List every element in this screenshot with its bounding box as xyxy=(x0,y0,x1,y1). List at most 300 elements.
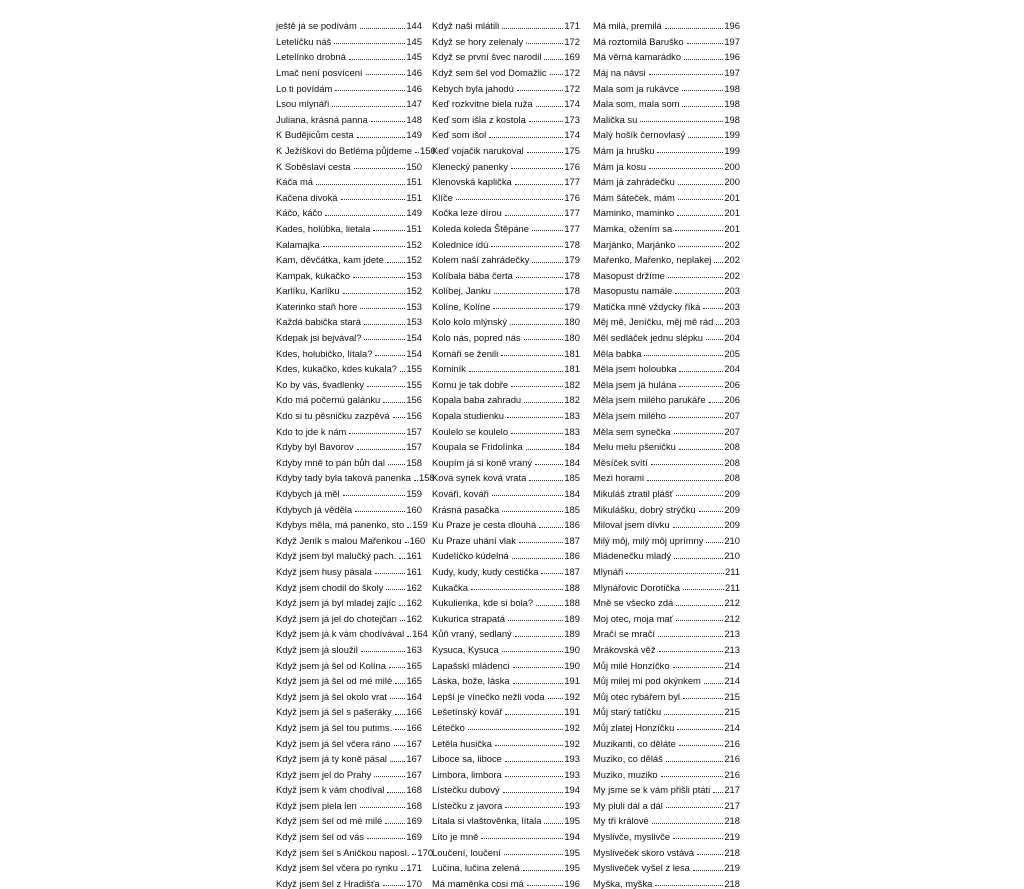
index-entry xyxy=(432,498,580,514)
dot-leader xyxy=(544,822,563,824)
song-title: Kukulienka, kde si bola? xyxy=(432,597,534,609)
page-number: 211 xyxy=(725,565,740,577)
song-title: K Budějicům cesta xyxy=(276,129,354,141)
page-number: 214 xyxy=(724,659,740,671)
index-entry xyxy=(593,732,740,748)
song-title: Když jsem já šel tou putims. xyxy=(276,721,393,733)
song-title: Mlynářovic Dorotička xyxy=(593,581,681,593)
index-entry xyxy=(432,717,580,733)
page-number: 150 xyxy=(406,160,422,172)
song-title: Když Jeník s malou Mařenkou xyxy=(276,534,402,546)
dot-leader xyxy=(644,354,723,356)
index-entry xyxy=(276,436,422,452)
page-number: 162 xyxy=(406,612,422,624)
index-entry xyxy=(276,841,434,858)
index-entry xyxy=(276,857,422,873)
song-title: My tři králové xyxy=(593,815,649,827)
index-entry xyxy=(432,530,580,546)
song-title: Klenovská kaplička xyxy=(432,176,512,188)
dot-leader xyxy=(383,884,406,886)
song-title: Kominík xyxy=(432,363,466,375)
page-number: 177 xyxy=(564,176,580,188)
song-title: Mlynáři xyxy=(593,565,624,577)
song-title: Melu melu pšeničku xyxy=(593,441,676,453)
index-entry xyxy=(276,62,422,78)
song-title: Lepší je vínečko nežli voda xyxy=(432,690,545,702)
page-number: 190 xyxy=(564,659,580,671)
index-entry xyxy=(276,530,426,546)
song-title: Mala som, mala som xyxy=(593,98,680,110)
song-title: Mezi horami xyxy=(593,472,645,484)
song-title: Kolo kolo mlýnský xyxy=(432,316,508,328)
page-number: 151 xyxy=(406,222,422,234)
index-entry xyxy=(276,608,422,624)
page-number: 192 xyxy=(564,737,580,749)
song-title: Kdes, holubičko, lítala? xyxy=(276,347,373,359)
page-number: 148 xyxy=(406,113,422,125)
index-entry xyxy=(276,31,422,47)
page-number: 203 xyxy=(724,285,740,297)
index-entry xyxy=(593,623,740,639)
dot-leader xyxy=(360,307,405,309)
page-number: 189 xyxy=(564,628,580,640)
index-entry xyxy=(593,342,740,358)
song-title: Měla jsem milého parukáře xyxy=(593,394,706,406)
index-entry xyxy=(593,857,740,873)
dot-leader xyxy=(713,791,723,793)
index-entry xyxy=(276,654,422,670)
index-entry xyxy=(432,545,580,561)
song-title: Komáři se ženili xyxy=(432,347,499,359)
song-title: Když jsem já jel do chotejčan xyxy=(276,612,397,624)
index-entry xyxy=(276,405,422,421)
song-title: Muziko, co děláš xyxy=(593,753,663,765)
index-entry xyxy=(593,280,740,296)
song-title: Ku Praze je cesta dlouhá xyxy=(432,519,537,531)
index-column-2 xyxy=(432,15,580,888)
index-entry xyxy=(593,218,740,234)
index-entry xyxy=(276,748,422,764)
index-column-1 xyxy=(276,15,436,889)
index-entry xyxy=(593,779,740,795)
song-title: Má roztomilá Baruško xyxy=(593,35,684,47)
index-entry xyxy=(593,670,740,686)
page-number: 218 xyxy=(724,846,740,858)
page-number: 164 xyxy=(412,628,428,640)
dot-leader xyxy=(385,822,405,824)
index-entry xyxy=(593,810,740,826)
song-title: Koulelo se koulelo xyxy=(432,425,509,437)
page-number: 174 xyxy=(564,129,580,141)
index-entry xyxy=(276,342,422,358)
index-entry xyxy=(593,109,740,125)
page-number: 196 xyxy=(564,877,580,889)
song-title: Kades, holúbka, lietala xyxy=(276,222,371,234)
page-number: 172 xyxy=(564,82,580,94)
index-entry xyxy=(432,452,580,468)
index-entry xyxy=(593,795,740,811)
page-number: 170 xyxy=(417,846,434,858)
dot-leader xyxy=(471,588,563,590)
dot-leader xyxy=(481,837,563,839)
dot-leader xyxy=(389,666,405,668)
page-number: 207 xyxy=(724,410,740,422)
index-entry xyxy=(432,93,580,109)
song-title: Když jsem šel z Hradišťa xyxy=(276,877,380,889)
dot-leader xyxy=(492,494,564,496)
song-title: Mikuláš ztratil plášť xyxy=(593,488,674,499)
page-number: 179 xyxy=(564,300,580,312)
dot-leader xyxy=(502,650,564,652)
index-entry xyxy=(432,171,580,187)
dot-leader xyxy=(687,42,724,44)
page-number: 152 xyxy=(406,254,422,266)
index-entry xyxy=(276,795,422,811)
dot-leader xyxy=(390,697,405,699)
index-entry xyxy=(276,93,422,109)
page-number: 162 xyxy=(406,581,422,593)
page-number: 176 xyxy=(564,160,580,172)
dot-leader xyxy=(456,198,564,200)
index-entry xyxy=(276,732,422,748)
song-title: Když jsem já sloužil xyxy=(276,643,358,655)
index-entry xyxy=(432,46,580,62)
dot-leader xyxy=(360,27,406,29)
page-number: 157 xyxy=(406,425,422,437)
page-number: 161 xyxy=(406,565,422,577)
page-number: 192 xyxy=(564,721,580,733)
dot-leader xyxy=(364,323,405,325)
page-number: 146 xyxy=(406,82,422,94)
song-title: K Soběslavi cesta xyxy=(276,160,351,172)
page-number: 212 xyxy=(724,597,740,609)
dot-leader xyxy=(647,479,723,481)
dot-leader xyxy=(706,338,723,340)
dot-leader xyxy=(524,401,563,403)
dot-leader xyxy=(699,510,724,512)
song-title: Myška, myška xyxy=(593,877,653,889)
page-number: 216 xyxy=(724,753,740,765)
index-entry xyxy=(432,841,580,857)
page-number: 208 xyxy=(724,472,740,484)
dot-leader xyxy=(395,713,406,715)
song-title: Kopala studienku xyxy=(432,410,504,422)
dot-leader xyxy=(655,884,723,886)
song-title: Když jsem šel včera po rynku xyxy=(276,862,398,874)
index-entry xyxy=(432,467,580,483)
page-number: 149 xyxy=(406,129,422,141)
dot-leader xyxy=(536,604,563,606)
index-entry xyxy=(276,218,422,234)
index-entry xyxy=(432,202,580,218)
song-title: Kalamajka xyxy=(276,238,320,250)
dot-leader xyxy=(535,463,563,465)
song-title: Muzikanti, co děláte xyxy=(593,737,676,749)
dot-leader xyxy=(491,245,563,247)
song-title: Lapašskí mládenci xyxy=(432,659,510,671)
page-number: 166 xyxy=(406,721,422,733)
page-number: 195 xyxy=(564,862,580,874)
page-number: 213 xyxy=(724,643,740,655)
song-title: Mařenko, Mařenko, neplakej xyxy=(593,254,712,266)
dot-leader xyxy=(505,806,563,808)
dot-leader xyxy=(674,557,723,559)
song-title: Když jsem byl malučký pach. xyxy=(276,550,397,562)
song-title: Líto je mně xyxy=(432,831,479,843)
page-number: 169 xyxy=(406,831,422,843)
index-entry xyxy=(432,296,580,312)
dot-leader xyxy=(325,214,405,216)
index-entry xyxy=(593,686,740,702)
dot-leader xyxy=(513,666,564,668)
page-number: 182 xyxy=(564,378,580,390)
page-number: 168 xyxy=(406,799,422,811)
page-number: 203 xyxy=(724,316,740,328)
song-title: Kdepak jsi bejvával? xyxy=(276,332,362,344)
dot-leader xyxy=(399,604,406,606)
index-entry xyxy=(276,155,422,171)
page-number: 188 xyxy=(564,597,580,609)
page-number: 195 xyxy=(564,815,580,827)
dot-leader xyxy=(357,136,406,138)
song-title: Katerinko staň hore xyxy=(276,300,358,312)
page-number: 152 xyxy=(406,285,422,297)
song-title: Kolo nás, popred nás xyxy=(432,332,521,344)
index-entry xyxy=(593,545,740,561)
song-title: Lo ti povídám xyxy=(276,82,333,94)
dot-leader xyxy=(412,853,416,855)
page-number: 198 xyxy=(724,82,740,94)
page-number: 177 xyxy=(564,207,580,219)
index-entry xyxy=(593,748,740,764)
dot-leader xyxy=(407,635,411,637)
page-number: 183 xyxy=(564,425,580,437)
song-title: Když jsem já šel okolo vrat xyxy=(276,690,387,702)
song-title: Kdes, kukačko, kdes kukala? xyxy=(276,363,397,375)
dot-leader xyxy=(505,713,563,715)
dot-leader xyxy=(693,869,723,871)
page-number: 207 xyxy=(724,425,740,437)
index-entry xyxy=(276,15,422,31)
dot-leader xyxy=(364,338,405,340)
index-entry xyxy=(276,467,435,484)
dot-leader xyxy=(367,837,405,839)
page-number: 173 xyxy=(564,113,580,125)
index-entry xyxy=(432,358,580,374)
page-number: 187 xyxy=(564,565,580,577)
song-title: Když naši mlátili xyxy=(432,20,500,32)
index-entry xyxy=(276,717,422,733)
index-entry xyxy=(593,93,740,109)
dot-leader xyxy=(677,728,723,730)
index-entry xyxy=(276,452,422,468)
index-entry xyxy=(276,187,422,203)
song-title: Má milá, premilá xyxy=(593,20,662,32)
dot-leader xyxy=(519,541,563,543)
index-entry xyxy=(593,311,740,327)
index-entry xyxy=(276,576,422,592)
index-entry xyxy=(593,265,740,281)
page-number: 192 xyxy=(564,690,580,702)
dot-leader xyxy=(550,73,564,75)
song-title: Kdybych já měl xyxy=(276,488,340,499)
song-title: Ko by vás, švadlenky xyxy=(276,378,365,390)
page-number: 153 xyxy=(406,316,422,328)
song-title: Kočka leze dírou xyxy=(432,207,502,219)
index-entry xyxy=(276,249,422,265)
dot-leader xyxy=(673,837,723,839)
dot-leader xyxy=(505,214,564,216)
song-title: Malý hošík černovlasý xyxy=(593,129,686,141)
index-entry xyxy=(276,109,422,125)
dot-leader xyxy=(375,572,405,574)
index-entry xyxy=(276,779,422,795)
dot-leader xyxy=(679,370,723,372)
song-title: Liboce sa, liboce xyxy=(432,753,502,765)
page-number: 181 xyxy=(564,363,580,375)
page-number: 165 xyxy=(406,675,422,687)
dot-leader xyxy=(395,682,405,684)
song-title: Kolednice idú xyxy=(432,238,489,250)
index-entry xyxy=(593,841,740,857)
page-number: 183 xyxy=(564,410,580,422)
song-title: Letěla husička xyxy=(432,737,492,749)
dot-leader xyxy=(683,588,724,590)
page-number: 154 xyxy=(406,347,422,359)
page-number: 201 xyxy=(724,207,740,219)
index-entry xyxy=(432,748,580,764)
dot-leader xyxy=(349,58,405,60)
song-title: Kolíbala bába čerta xyxy=(432,269,513,281)
page-number: 218 xyxy=(724,815,740,827)
index-entry xyxy=(432,109,580,125)
dot-leader xyxy=(349,432,405,434)
index-entry xyxy=(593,31,740,47)
song-title: Kdyby tady byla taková panenka xyxy=(276,472,411,484)
index-entry xyxy=(276,623,428,640)
page-number: 195 xyxy=(564,846,580,858)
index-entry xyxy=(593,358,740,374)
index-entry xyxy=(432,764,580,780)
page-number: 159 xyxy=(412,519,428,531)
index-entry xyxy=(276,202,422,218)
dot-leader xyxy=(494,292,563,294)
dot-leader xyxy=(504,853,564,855)
song-title: Můj zlatej Honzíčku xyxy=(593,721,675,733)
song-title: Kdo si tu pěsničku zazpěvá xyxy=(276,410,390,422)
dot-leader xyxy=(405,541,409,543)
page-number: 167 xyxy=(406,753,422,765)
song-title: Moj otec, moja mať xyxy=(593,612,674,624)
dot-leader xyxy=(651,463,724,465)
index-entry xyxy=(593,405,740,421)
page-number: 214 xyxy=(724,721,740,733)
page-number: 180 xyxy=(564,316,580,328)
dot-leader xyxy=(529,120,564,122)
song-title: Juliana, krásná panna xyxy=(276,113,368,125)
song-title: Milý môj, milý môj uprímny xyxy=(593,534,704,546)
dot-leader xyxy=(513,682,564,684)
page-number: 201 xyxy=(724,191,740,203)
song-title: Mládenečku mladý xyxy=(593,550,672,562)
song-title: Měla jsem milého xyxy=(593,410,666,422)
page-number: 214 xyxy=(724,675,740,687)
song-title: Kampak, kukačko xyxy=(276,269,350,281)
index-entry xyxy=(593,389,740,405)
page-number: 168 xyxy=(406,784,422,796)
song-title: Muziko, muziko xyxy=(593,768,658,780)
index-entry xyxy=(276,498,422,514)
song-title: Lešetínský kovář xyxy=(432,706,503,718)
index-entry xyxy=(432,483,580,499)
page-number: 210 xyxy=(724,550,740,562)
page-number: 212 xyxy=(724,612,740,624)
index-entry xyxy=(593,171,740,187)
page-number: 162 xyxy=(406,597,422,609)
index-entry xyxy=(593,436,740,452)
index-entry xyxy=(593,420,740,436)
song-title: Kdo má počernú galánku xyxy=(276,394,381,406)
song-title: Lítala si vlaštověnka, lítala xyxy=(432,815,542,827)
page-number: 163 xyxy=(406,643,422,655)
page-number: 179 xyxy=(564,254,580,266)
song-title: Mám ja kosu xyxy=(593,160,647,172)
index-entry xyxy=(432,77,580,93)
dot-leader xyxy=(676,494,723,496)
song-title: Kačena divoká xyxy=(276,191,338,203)
page-number: 208 xyxy=(724,456,740,468)
song-title: Mrákovská věž xyxy=(593,643,656,655)
index-entry xyxy=(432,327,580,343)
page-number: 186 xyxy=(564,519,580,531)
dot-leader xyxy=(512,557,564,559)
dot-leader xyxy=(675,292,723,294)
song-title: Lmač není posvícení xyxy=(276,66,363,78)
page-number: 178 xyxy=(564,269,580,281)
dot-leader xyxy=(360,806,406,808)
index-entry xyxy=(276,171,422,187)
song-title: Kolíbej, Janku xyxy=(432,285,491,297)
song-title: Kováři, kováři xyxy=(432,488,489,499)
page-number: 160 xyxy=(406,503,422,515)
index-entry xyxy=(432,140,580,156)
song-title: Mračí se mračí xyxy=(593,628,655,640)
song-title: Má věrná kamarádko xyxy=(593,51,682,63)
index-entry xyxy=(432,15,580,31)
index-entry xyxy=(432,405,580,421)
page-number: 180 xyxy=(564,332,580,344)
index-entry xyxy=(593,374,740,390)
index-entry xyxy=(432,670,580,686)
song-title: Když jsem šel s Aničkou naposl. xyxy=(276,846,410,858)
index-entry xyxy=(432,31,580,47)
page-number: 194 xyxy=(564,784,580,796)
page-number: 171 xyxy=(564,20,580,32)
dot-leader xyxy=(679,385,723,387)
index-entry xyxy=(593,467,740,483)
index-column-3 xyxy=(593,15,740,888)
index-entry xyxy=(432,62,580,78)
index-entry xyxy=(432,592,580,608)
page-number: 153 xyxy=(406,269,422,281)
dot-leader xyxy=(508,619,563,621)
page-number: 149 xyxy=(406,207,422,219)
page-number: 199 xyxy=(724,129,740,141)
page-number: 164 xyxy=(406,690,422,702)
song-title: Marjánko, Marjánko xyxy=(593,238,676,250)
song-title: Myslivče, myslivče xyxy=(593,831,671,843)
page-number: 217 xyxy=(724,784,740,796)
